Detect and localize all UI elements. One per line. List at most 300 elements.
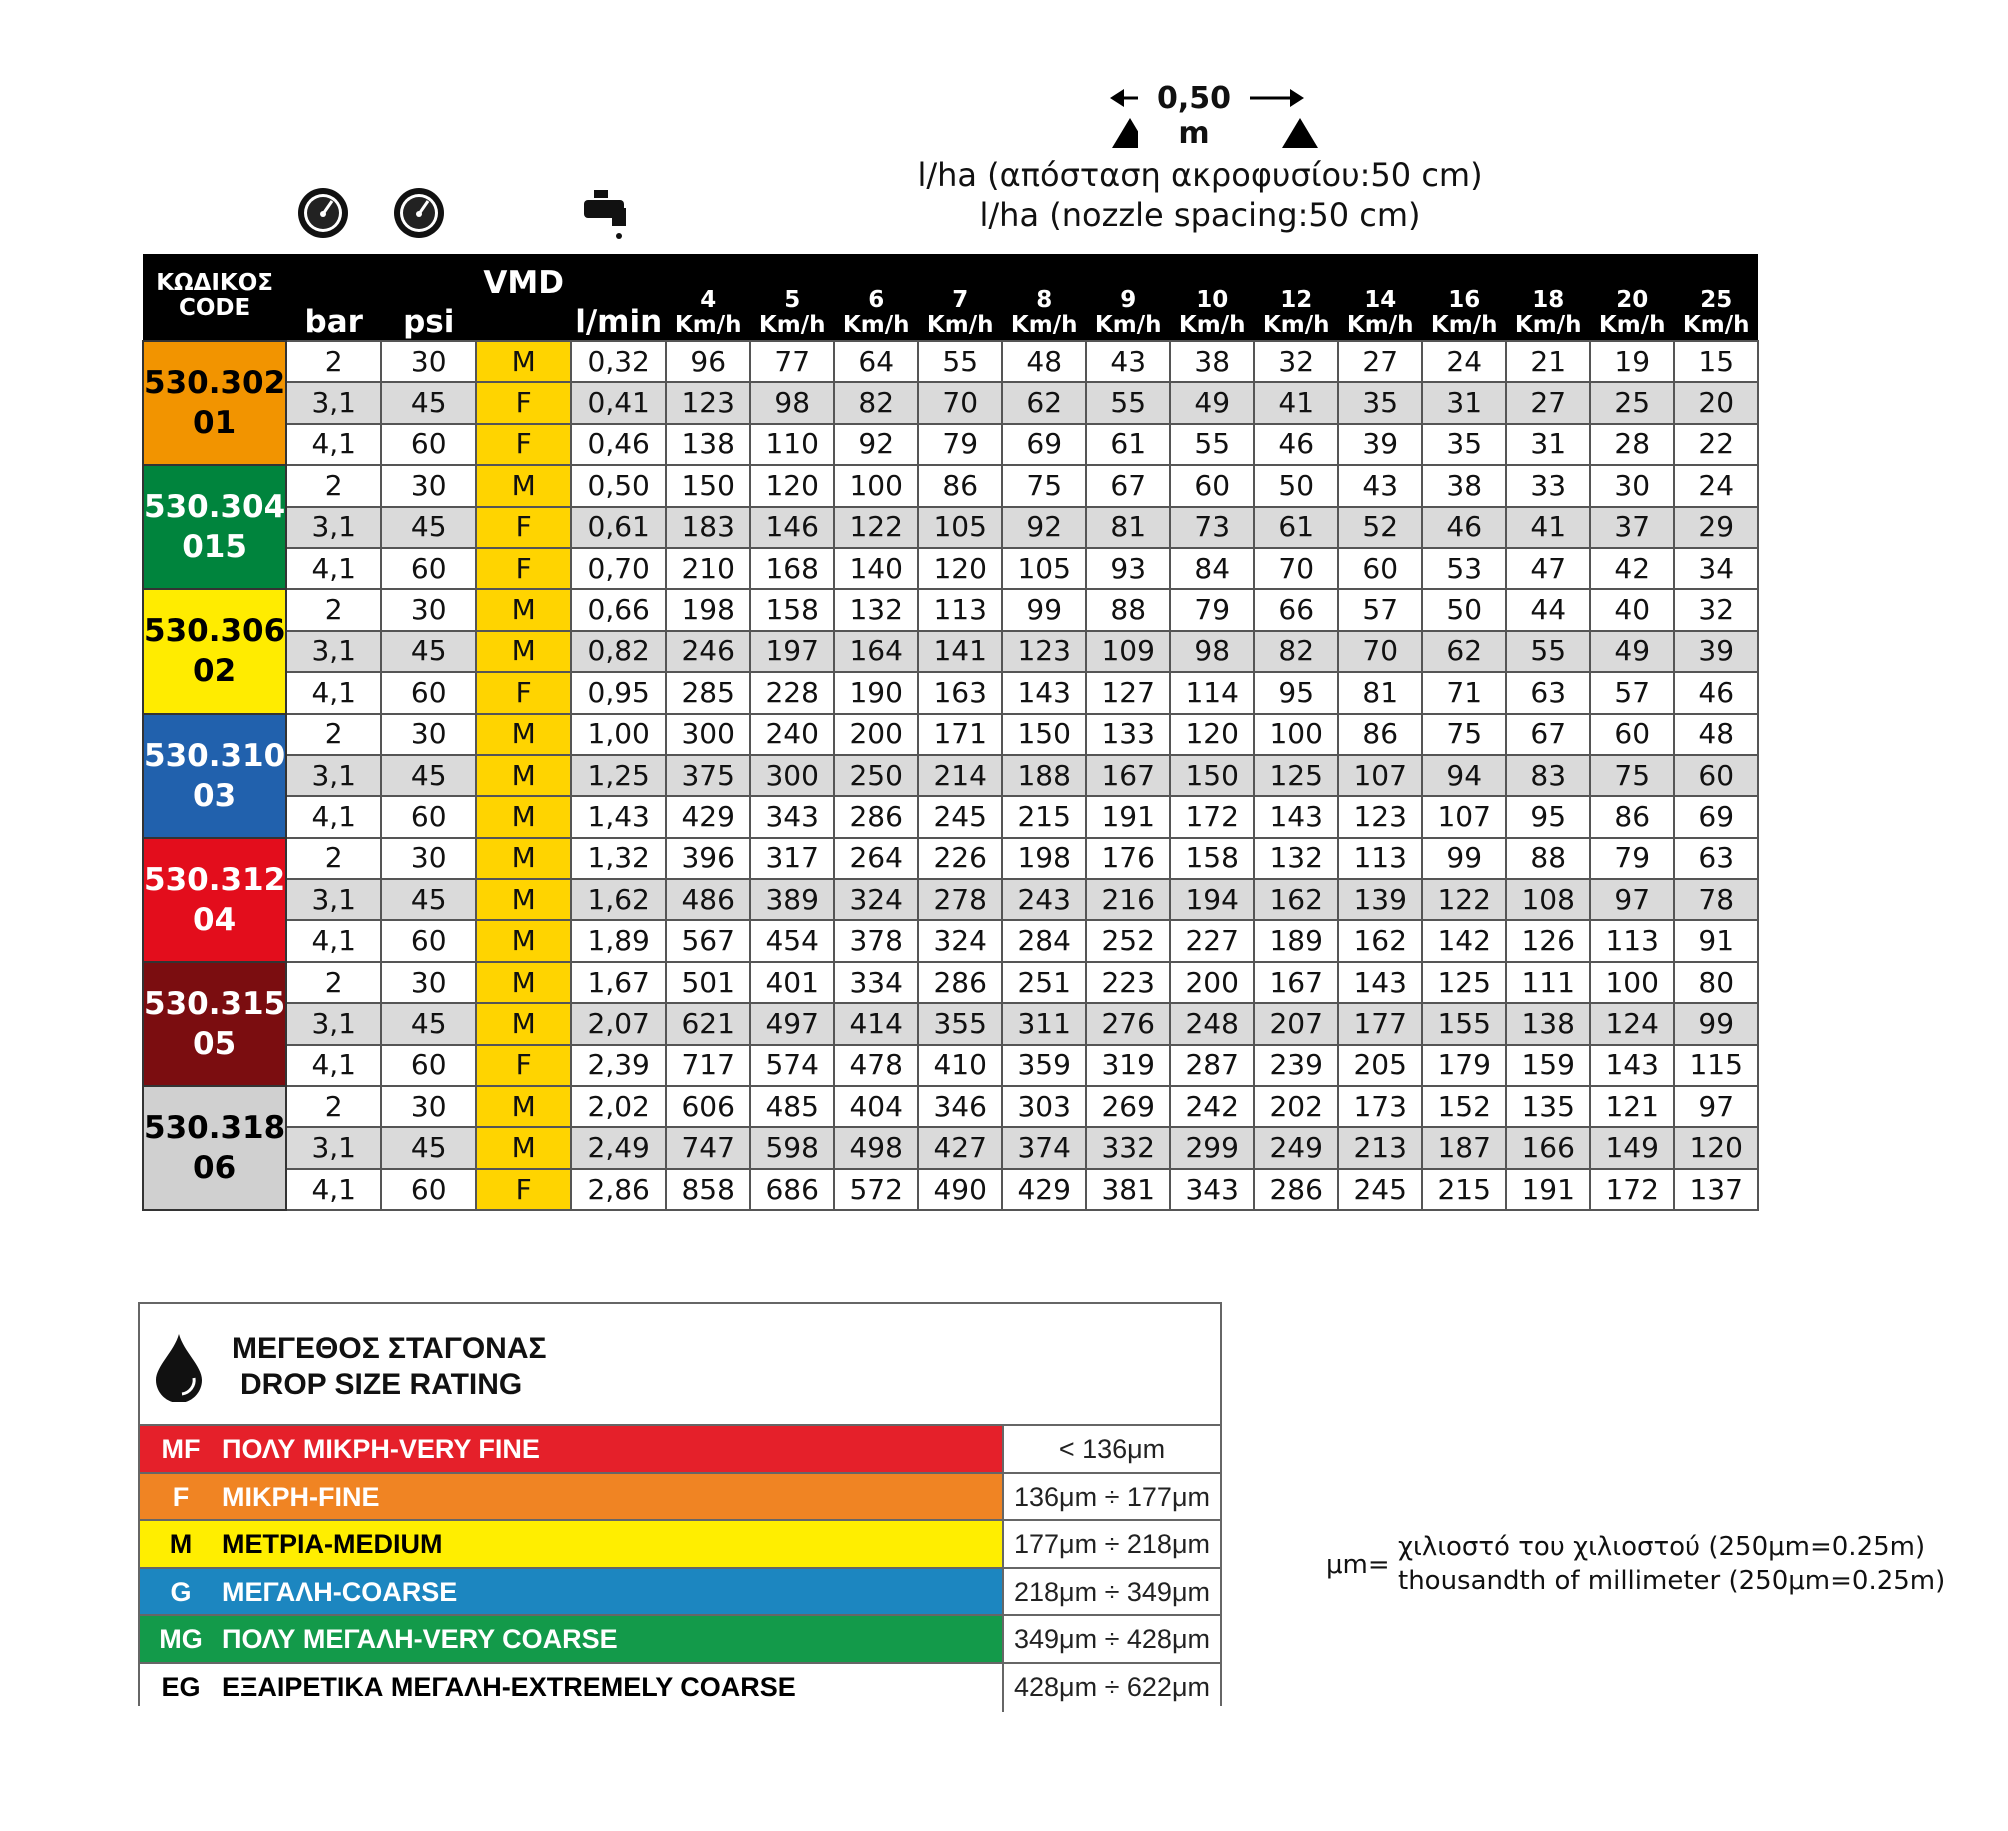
rate-cell: 287: [1170, 1045, 1254, 1086]
legend-range: 177μm ÷ 218μm: [1004, 1521, 1220, 1567]
lmin-cell: 0,32: [571, 341, 666, 382]
header-code: [143, 254, 286, 341]
subtitle-english: l/ha (nozzle spacing:50 cm): [979, 196, 1421, 234]
rate-cell: 86: [918, 465, 1002, 506]
vmd-cell: F: [476, 1169, 571, 1210]
rate-cell: 49: [1590, 631, 1674, 672]
rate-cell: 299: [1170, 1127, 1254, 1168]
rate-cell: 172: [1170, 796, 1254, 837]
rate-cell: 214: [918, 755, 1002, 796]
lmin-cell: 2,02: [571, 1086, 666, 1127]
rate-cell: 27: [1506, 382, 1590, 423]
faucet-icon: [580, 186, 636, 242]
rate-cell: 125: [1254, 755, 1338, 796]
rate-cell: 77: [750, 341, 834, 382]
legend-name: ΕΞΑΙΡΕΤΙΚΑ ΜΕΓΑΛΗ-EXTREMELY COARSE: [222, 1664, 1004, 1712]
legend-code: M: [140, 1521, 222, 1567]
header-speed: 14 Km/h: [1338, 254, 1422, 341]
rate-cell: 38: [1422, 465, 1506, 506]
legend-header: [140, 1304, 1220, 1426]
rate-cell: 41: [1506, 507, 1590, 548]
bar-cell: 3,1: [286, 1003, 381, 1044]
rate-cell: 30: [1590, 465, 1674, 506]
legend-code: MG: [140, 1616, 222, 1662]
rate-cell: 31: [1422, 382, 1506, 423]
rate-cell: 686: [750, 1169, 834, 1210]
rate-cell: 239: [1254, 1045, 1338, 1086]
rate-cell: 223: [1086, 962, 1170, 1003]
bar-cell: 4,1: [286, 1169, 381, 1210]
bar-cell: 4,1: [286, 548, 381, 589]
rate-cell: 122: [1422, 879, 1506, 920]
table-row: [143, 382, 1758, 423]
rate-cell: 162: [1254, 879, 1338, 920]
legend-range: 349μm ÷ 428μm: [1004, 1616, 1220, 1662]
rate-cell: 343: [1170, 1169, 1254, 1210]
rate-cell: 163: [918, 672, 1002, 713]
rate-cell: 213: [1338, 1127, 1422, 1168]
psi-cell: 60: [381, 424, 476, 465]
vmd-cell: M: [476, 714, 571, 755]
rate-cell: 140: [834, 548, 918, 589]
rate-cell: 246: [666, 631, 750, 672]
rate-cell: 227: [1170, 920, 1254, 961]
droplet-icon: [152, 1332, 206, 1402]
rate-cell: 21: [1506, 341, 1590, 382]
nozzle-code-cell: [143, 589, 286, 713]
rate-cell: 172: [1590, 1169, 1674, 1210]
rate-cell: 22: [1674, 424, 1758, 465]
header-speed: 8 Km/h: [1002, 254, 1086, 341]
rate-cell: 86: [1590, 796, 1674, 837]
nozzle-code-suffix: 03: [193, 777, 237, 814]
rate-cell: 95: [1506, 796, 1590, 837]
rate-cell: 264: [834, 838, 918, 879]
rate-cell: 324: [834, 879, 918, 920]
table-row: [143, 465, 1758, 506]
rate-cell: 189: [1254, 920, 1338, 961]
rate-cell: 150: [1170, 755, 1254, 796]
rate-cell: 60: [1674, 755, 1758, 796]
rate-cell: 143: [1338, 962, 1422, 1003]
rate-cell: 28: [1590, 424, 1674, 465]
rate-cell: 70: [918, 382, 1002, 423]
psi-cell: 60: [381, 548, 476, 589]
rate-cell: 39: [1338, 424, 1422, 465]
drop-size-legend: [138, 1302, 1222, 1706]
rate-cell: 125: [1422, 962, 1506, 1003]
rate-cell: 86: [1338, 714, 1422, 755]
table-body: [143, 341, 1758, 1210]
rate-cell: 55: [918, 341, 1002, 382]
rate-cell: 63: [1506, 672, 1590, 713]
rate-cell: 75: [1002, 465, 1086, 506]
bar-cell: 2: [286, 962, 381, 1003]
psi-cell: 60: [381, 920, 476, 961]
header-speed: 4 Km/h: [666, 254, 750, 341]
rate-cell: 486: [666, 879, 750, 920]
rate-cell: 105: [1002, 548, 1086, 589]
rate-cell: 93: [1086, 548, 1170, 589]
lmin-cell: 1,25: [571, 755, 666, 796]
lmin-cell: 0,70: [571, 548, 666, 589]
legend-name: ΜΙΚΡΗ-FINE: [222, 1474, 1004, 1520]
rate-cell: 48: [1674, 714, 1758, 755]
rate-cell: 31: [1506, 424, 1590, 465]
rate-cell: 63: [1674, 838, 1758, 879]
rate-cell: 61: [1086, 424, 1170, 465]
rate-cell: 162: [1338, 920, 1422, 961]
rate-cell: 242: [1170, 1086, 1254, 1127]
spacing-label: 0,50 m: [1138, 81, 1250, 151]
rate-cell: 396: [666, 838, 750, 879]
table-row: [143, 424, 1758, 465]
rate-cell: 78: [1674, 879, 1758, 920]
rate-cell: 37: [1590, 507, 1674, 548]
rate-cell: 300: [666, 714, 750, 755]
table-row: [143, 672, 1758, 713]
psi-cell: 60: [381, 796, 476, 837]
rate-cell: 88: [1086, 589, 1170, 630]
nozzle-code-suffix: 015: [182, 529, 247, 566]
rate-cell: 100: [1254, 714, 1338, 755]
rate-cell: 187: [1422, 1127, 1506, 1168]
rate-cell: 115: [1674, 1045, 1758, 1086]
subtitle-greek: l/ha (απόσταση ακροφυσίου:50 cm): [917, 156, 1483, 194]
rate-cell: 179: [1422, 1045, 1506, 1086]
nozzle-code: 530.315: [144, 985, 286, 1022]
rate-cell: 24: [1674, 465, 1758, 506]
rate-cell: 64: [834, 341, 918, 382]
rate-cell: 138: [1506, 1003, 1590, 1044]
rate-cell: 60: [1338, 548, 1422, 589]
rate-cell: 98: [1170, 631, 1254, 672]
lmin-cell: 2,86: [571, 1169, 666, 1210]
psi-cell: 45: [381, 1127, 476, 1168]
bar-cell: 2: [286, 714, 381, 755]
table-row: [143, 1127, 1758, 1168]
rate-cell: 99: [1002, 589, 1086, 630]
rate-cell: 311: [1002, 1003, 1086, 1044]
rate-cell: 15: [1674, 341, 1758, 382]
rate-cell: 100: [834, 465, 918, 506]
flow-rate-table: [142, 254, 1759, 1211]
table-row: [143, 341, 1758, 382]
rate-cell: 190: [834, 672, 918, 713]
rate-cell: 200: [1170, 962, 1254, 1003]
rate-cell: 127: [1086, 672, 1170, 713]
table-row: [143, 589, 1758, 630]
legend-range: < 136μm: [1004, 1426, 1220, 1472]
nozzle-code: 530.310: [144, 737, 286, 774]
rate-cell: 132: [1254, 838, 1338, 879]
rate-cell: 343: [750, 796, 834, 837]
vmd-cell: M: [476, 1127, 571, 1168]
legend-code: G: [140, 1569, 222, 1615]
rate-cell: 286: [834, 796, 918, 837]
legend-title-english: DROP SIZE RATING: [240, 1368, 523, 1401]
header-bar: bar: [286, 254, 381, 341]
rate-cell: 67: [1506, 714, 1590, 755]
lmin-cell: 2,49: [571, 1127, 666, 1168]
lmin-cell: 0,66: [571, 589, 666, 630]
rate-cell: 332: [1086, 1127, 1170, 1168]
bar-cell: 3,1: [286, 382, 381, 423]
bar-cell: 3,1: [286, 879, 381, 920]
rate-cell: 490: [918, 1169, 1002, 1210]
rate-cell: 166: [1506, 1127, 1590, 1168]
bar-cell: 2: [286, 341, 381, 382]
legend-row: [140, 1474, 1220, 1522]
rate-cell: 97: [1674, 1086, 1758, 1127]
rate-cell: 62: [1422, 631, 1506, 672]
rate-cell: 135: [1506, 1086, 1590, 1127]
rate-cell: 73: [1170, 507, 1254, 548]
nozzle-code-cell: [143, 1086, 286, 1210]
rate-cell: 375: [666, 755, 750, 796]
rate-cell: 113: [918, 589, 1002, 630]
rate-cell: 278: [918, 879, 1002, 920]
rate-cell: 429: [1002, 1169, 1086, 1210]
rate-cell: 33: [1506, 465, 1590, 506]
rate-cell: 478: [834, 1045, 918, 1086]
micrometer-symbol: μm=: [1326, 1550, 1390, 1580]
table-row: [143, 1003, 1758, 1044]
nozzle-code-suffix: 05: [193, 1025, 237, 1062]
bar-cell: 4,1: [286, 920, 381, 961]
rate-cell: 57: [1338, 589, 1422, 630]
rate-cell: 168: [750, 548, 834, 589]
rate-cell: 79: [1590, 838, 1674, 879]
psi-cell: 45: [381, 382, 476, 423]
rate-cell: 44: [1506, 589, 1590, 630]
rate-cell: 75: [1422, 714, 1506, 755]
table-row: [143, 1086, 1758, 1127]
rate-cell: 574: [750, 1045, 834, 1086]
legend-title-greek: ΜΕΓΕΘΟΣ ΣΤΑΓΟΝΑΣ: [232, 1332, 547, 1365]
rate-cell: 99: [1422, 838, 1506, 879]
rate-cell: 62: [1002, 382, 1086, 423]
rate-cell: 359: [1002, 1045, 1086, 1086]
vmd-cell: M: [476, 796, 571, 837]
rate-cell: 48: [1002, 341, 1086, 382]
lmin-cell: 1,67: [571, 962, 666, 1003]
nozzle-code-cell: [143, 465, 286, 589]
rate-cell: 747: [666, 1127, 750, 1168]
rate-cell: 216: [1086, 879, 1170, 920]
vmd-cell: M: [476, 631, 571, 672]
table-header-row: [143, 254, 1758, 341]
rate-cell: 71: [1422, 672, 1506, 713]
rate-cell: 198: [666, 589, 750, 630]
rate-cell: 191: [1506, 1169, 1590, 1210]
bar-cell: 3,1: [286, 631, 381, 672]
rate-cell: 123: [666, 382, 750, 423]
vmd-cell: F: [476, 507, 571, 548]
nozzle-code-cell: [143, 714, 286, 838]
rate-cell: 55: [1506, 631, 1590, 672]
rate-cell: 107: [1338, 755, 1422, 796]
rate-cell: 42: [1590, 548, 1674, 589]
rate-cell: 133: [1086, 714, 1170, 755]
rate-cell: 35: [1422, 424, 1506, 465]
rate-cell: 414: [834, 1003, 918, 1044]
rate-cell: 139: [1338, 879, 1422, 920]
rate-cell: 143: [1254, 796, 1338, 837]
rate-cell: 27: [1338, 341, 1422, 382]
table-row: [143, 920, 1758, 961]
psi-cell: 30: [381, 589, 476, 630]
rate-cell: 215: [1002, 796, 1086, 837]
rate-cell: 34: [1674, 548, 1758, 589]
psi-cell: 45: [381, 879, 476, 920]
rate-cell: 215: [1422, 1169, 1506, 1210]
bar-cell: 4,1: [286, 796, 381, 837]
header-speed: 12 Km/h: [1254, 254, 1338, 341]
lmin-cell: 0,41: [571, 382, 666, 423]
rate-cell: 55: [1170, 424, 1254, 465]
rate-cell: 200: [834, 714, 918, 755]
psi-cell: 45: [381, 507, 476, 548]
psi-cell: 30: [381, 714, 476, 755]
legend-name: ΠΟΛΥ ΜΕΓΑΛΗ-VERY COARSE: [222, 1616, 1004, 1662]
rate-cell: 248: [1170, 1003, 1254, 1044]
rate-cell: 81: [1338, 672, 1422, 713]
vmd-cell: F: [476, 548, 571, 589]
header-speed: 7 Km/h: [918, 254, 1002, 341]
lmin-cell: 1,43: [571, 796, 666, 837]
rate-cell: 46: [1254, 424, 1338, 465]
header-code-greek: ΚΩΔΙΚΟΣ: [156, 270, 274, 296]
rate-cell: 324: [918, 920, 1002, 961]
rate-cell: 69: [1674, 796, 1758, 837]
bar-cell: 2: [286, 1086, 381, 1127]
rate-cell: 240: [750, 714, 834, 755]
note-english: thousandth of millimeter (250μm=0.25m): [1398, 1566, 1946, 1596]
nozzle-code-suffix: 01: [193, 405, 237, 442]
legend-code: MF: [140, 1426, 222, 1472]
bar-cell: 3,1: [286, 755, 381, 796]
lmin-cell: 1,89: [571, 920, 666, 961]
rate-cell: 194: [1170, 879, 1254, 920]
rate-cell: 69: [1002, 424, 1086, 465]
vmd-cell: F: [476, 672, 571, 713]
rate-cell: 389: [750, 879, 834, 920]
rate-cell: 150: [1002, 714, 1086, 755]
rate-cell: 57: [1590, 672, 1674, 713]
bar-cell: 3,1: [286, 1127, 381, 1168]
rate-cell: 32: [1254, 341, 1338, 382]
nozzle-right-icon: [1282, 118, 1318, 148]
table-row: [143, 796, 1758, 837]
rate-cell: 66: [1254, 589, 1338, 630]
rate-cell: 427: [918, 1127, 1002, 1168]
rate-cell: 92: [1002, 507, 1086, 548]
rate-cell: 498: [834, 1127, 918, 1168]
header-vmd: VMD: [476, 254, 571, 341]
vmd-cell: M: [476, 589, 571, 630]
rate-cell: 303: [1002, 1086, 1086, 1127]
rate-cell: 485: [750, 1086, 834, 1127]
rate-cell: 46: [1674, 672, 1758, 713]
rate-cell: 567: [666, 920, 750, 961]
rate-cell: 109: [1086, 631, 1170, 672]
rate-cell: 501: [666, 962, 750, 1003]
rate-cell: 82: [834, 382, 918, 423]
rate-cell: 284: [1002, 920, 1086, 961]
rate-cell: 82: [1254, 631, 1338, 672]
nozzle-code: 530.318: [144, 1110, 286, 1147]
lmin-cell: 0,82: [571, 631, 666, 672]
vmd-cell: M: [476, 341, 571, 382]
lmin-cell: 1,00: [571, 714, 666, 755]
legend-name: ΠΟΛΥ ΜΙΚΡΗ-VERY FINE: [222, 1426, 1004, 1472]
rate-cell: 381: [1086, 1169, 1170, 1210]
rate-cell: 43: [1338, 465, 1422, 506]
table-row: [143, 631, 1758, 672]
header-speed: 6 Km/h: [834, 254, 918, 341]
rate-cell: 52: [1338, 507, 1422, 548]
rate-cell: 96: [666, 341, 750, 382]
rate-cell: 137: [1674, 1169, 1758, 1210]
table-row: [143, 1169, 1758, 1210]
rate-cell: 49: [1170, 382, 1254, 423]
nozzle-code: 530.306: [144, 613, 286, 650]
bar-cell: 4,1: [286, 672, 381, 713]
vmd-cell: F: [476, 382, 571, 423]
lmin-cell: 0,61: [571, 507, 666, 548]
rate-cell: 286: [1254, 1169, 1338, 1210]
legend-row: [140, 1664, 1220, 1712]
header-speed: 10 Km/h: [1170, 254, 1254, 341]
rate-cell: 346: [918, 1086, 1002, 1127]
legend-code: F: [140, 1474, 222, 1520]
rate-cell: 286: [918, 962, 1002, 1003]
rate-cell: 32: [1674, 589, 1758, 630]
rate-cell: 111: [1506, 962, 1590, 1003]
nozzle-code-cell: [143, 341, 286, 465]
rate-cell: 50: [1422, 589, 1506, 630]
rate-cell: 378: [834, 920, 918, 961]
rate-cell: 429: [666, 796, 750, 837]
rate-cell: 35: [1338, 382, 1422, 423]
rate-cell: 197: [750, 631, 834, 672]
rate-cell: 123: [1002, 631, 1086, 672]
rate-cell: 47: [1506, 548, 1590, 589]
rate-cell: 92: [834, 424, 918, 465]
rate-cell: 83: [1506, 755, 1590, 796]
rate-cell: 171: [918, 714, 1002, 755]
vmd-cell: M: [476, 1003, 571, 1044]
lmin-cell: 0,95: [571, 672, 666, 713]
rate-cell: 152: [1422, 1086, 1506, 1127]
rate-cell: 228: [750, 672, 834, 713]
rate-cell: 124: [1590, 1003, 1674, 1044]
rate-cell: 120: [918, 548, 1002, 589]
psi-cell: 30: [381, 465, 476, 506]
rate-cell: 177: [1338, 1003, 1422, 1044]
rate-cell: 39: [1674, 631, 1758, 672]
rate-cell: 252: [1086, 920, 1170, 961]
rate-cell: 497: [750, 1003, 834, 1044]
rate-cell: 70: [1338, 631, 1422, 672]
rate-cell: 173: [1338, 1086, 1422, 1127]
rate-cell: 132: [834, 589, 918, 630]
rate-cell: 75: [1590, 755, 1674, 796]
rate-cell: 158: [750, 589, 834, 630]
legend-row: [140, 1426, 1220, 1474]
rate-cell: 121: [1590, 1086, 1674, 1127]
